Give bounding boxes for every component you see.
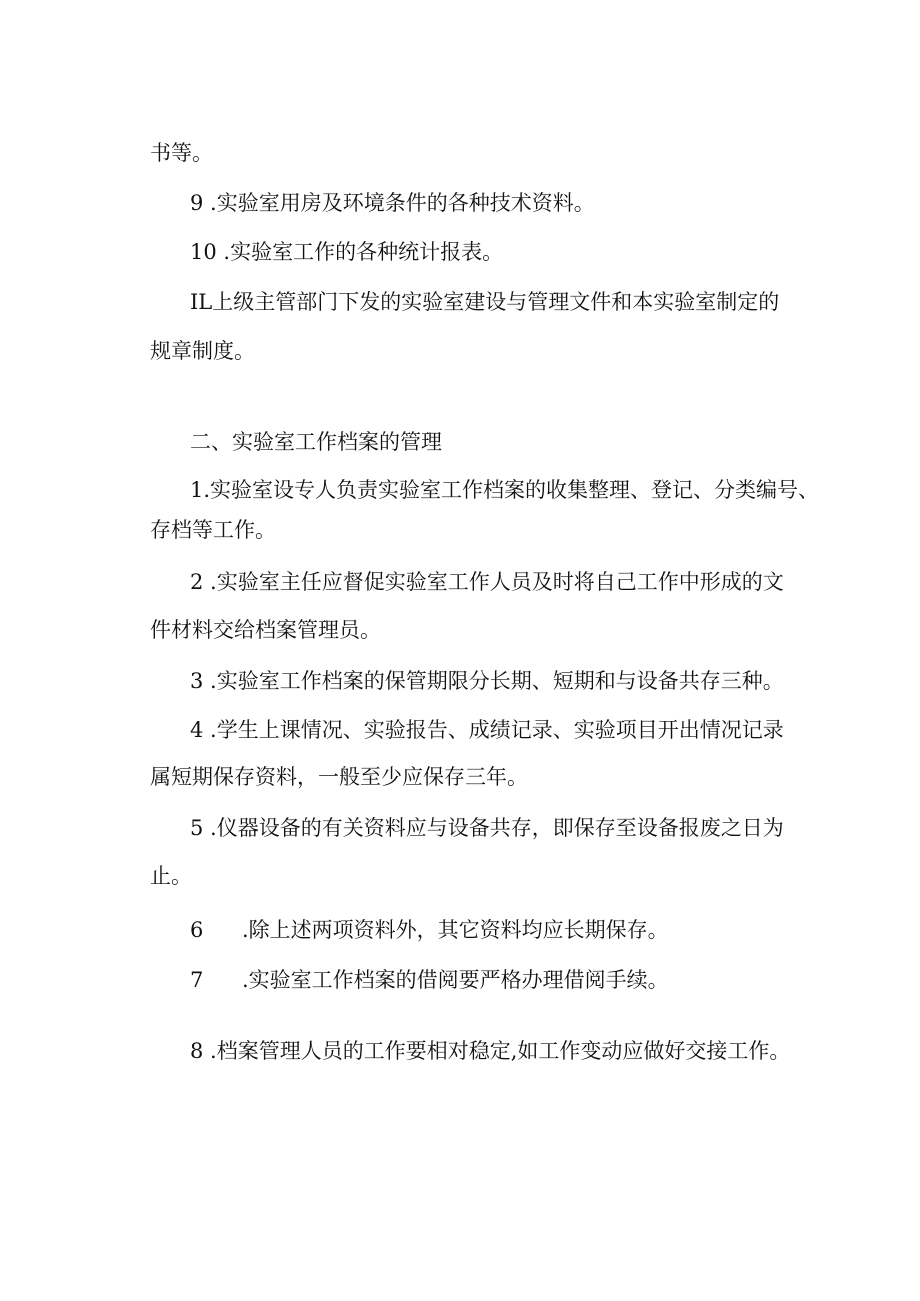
list-text: .除上述两项资料外，其它资料均应长期保存。 (242, 918, 669, 942)
text-line: 属短期保存资料，一般至少应保存三年。 (150, 765, 528, 789)
list-item: 10 .实验室工作的各种统计报表。 (190, 240, 504, 264)
list-item: 5 .仪器设备的有关资料应与设备共存，即保存至设备报废之日为 (190, 816, 784, 840)
list-text: .实验室工作档案的借阅要严格办理借阅手续。 (242, 968, 669, 992)
list-item: 3 .实验室工作档案的保管期限分长期、短期和与设备共存三种。 (190, 669, 784, 693)
text-line: 规章制度。 (150, 339, 255, 363)
list-item: 9 .实验室用房及环境条件的各种技术资料。 (190, 191, 595, 215)
text-line: 件材料交给档案管理员。 (150, 618, 381, 642)
list-number: 7 (190, 968, 204, 992)
list-item: 8 .档案管理人员的工作要相对稳定,如工作变动应做好交接工作。 (190, 1039, 791, 1063)
list-item: 2 .实验室主任应督促实验室工作人员及时将自己工作中形成的文 (190, 570, 784, 594)
list-item: IL上级主管部门下发的实验室建设与管理文件和本实验室制定的 (190, 290, 780, 314)
section-heading: 二、实验室工作档案的管理 (190, 430, 442, 454)
text-line: 止。 (150, 864, 192, 888)
text-line: 存档等工作。 (150, 518, 276, 542)
list-item (190, 916, 669, 944)
list-item: 1.实验室设专人负责实验室工作档案的收集整理、登记、分类编号、 (190, 478, 820, 502)
list-item: 4 .学生上课情况、实验报告、成绩记录、实验项目开出情况记录 (190, 718, 784, 742)
list-number: 6 (190, 918, 204, 942)
list-item (190, 966, 669, 994)
text-line: 书等。 (150, 141, 213, 165)
